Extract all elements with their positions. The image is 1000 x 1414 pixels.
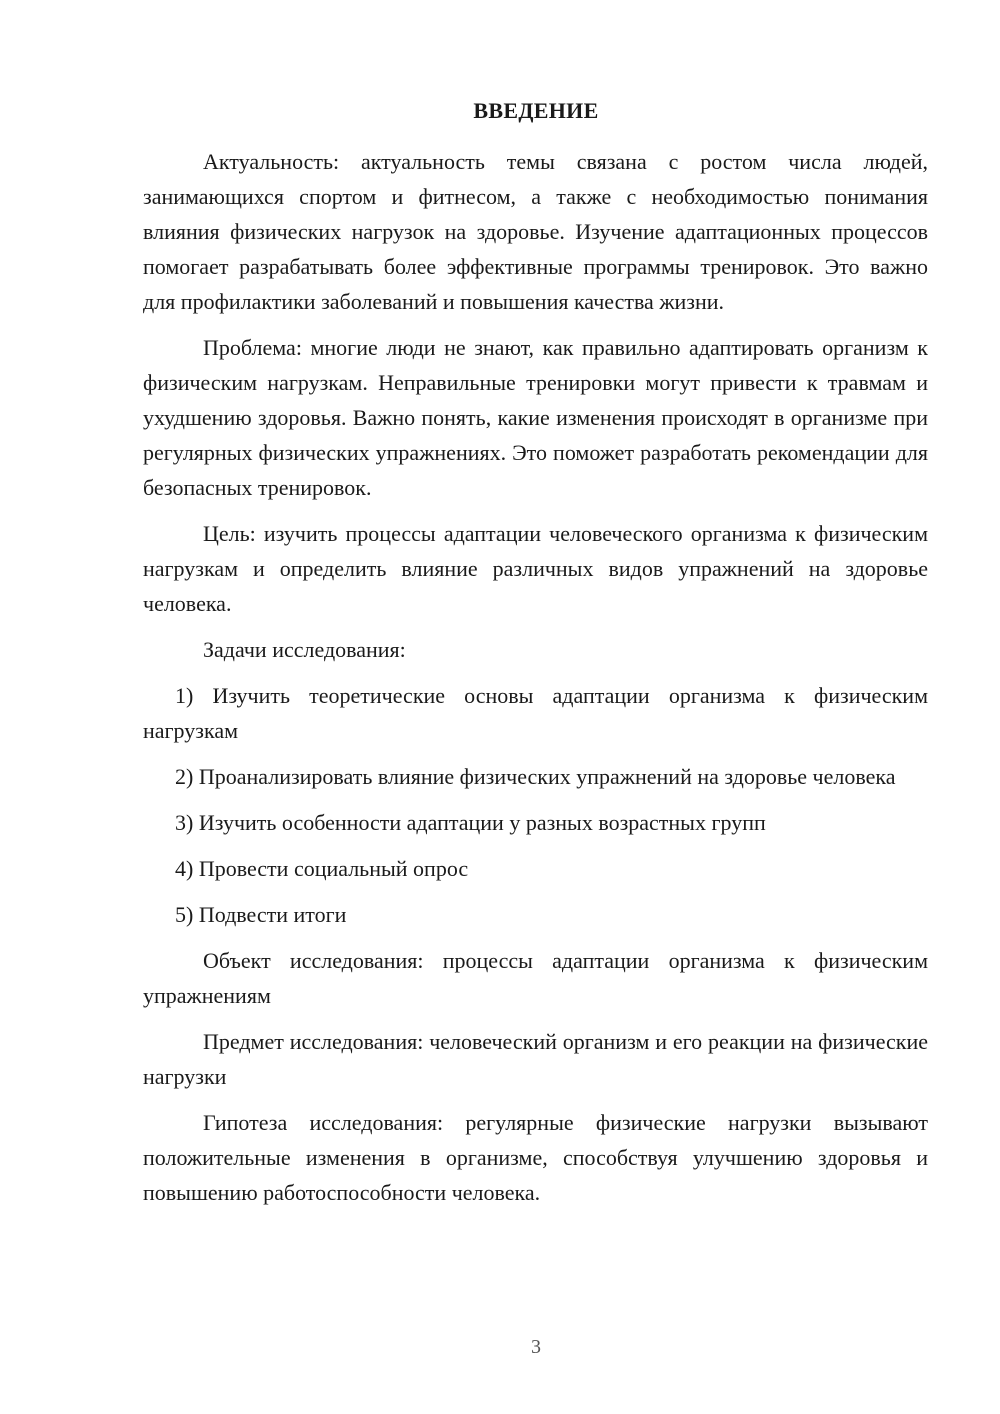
task-item-5: 5) Подвести итоги bbox=[175, 902, 347, 927]
task-item-3: 3) Изучить особенности адаптации у разных возрастных групп bbox=[175, 810, 766, 835]
hypothesis-paragraph: Гипотеза исследования: регулярные физические нагрузки вызывают положительные изменения в организме, способствуя улучшению здоровья и повышению работоспособности человека. bbox=[143, 1110, 928, 1205]
task-item-1: 1) Изучить теоретические основы адаптации организма к физическим нагрузкам bbox=[143, 683, 928, 743]
document-body bbox=[143, 144, 928, 1210]
problem-paragraph: Проблема: многие люди не знают, как правильно адаптировать организм к физическим нагрузкам. Неправильные тренировки могут привести к травмам и ухудшению здоровья. Важно понять, какие изменения происходят в организме при регулярных физических упражнениях. Это поможет разработать рекомендации для безопасных тренировок. bbox=[143, 335, 928, 500]
tasks-heading: Задачи исследования: bbox=[203, 637, 406, 662]
subject-paragraph: Предмет исследования: человеческий организм и его реакции на физические нагрузки bbox=[143, 1029, 928, 1089]
object-paragraph: Объект исследования: процессы адаптации организма к физическим упражнениям bbox=[143, 948, 928, 1008]
task-item-2: 2) Проанализировать влияние физических упражнений на здоровье человека bbox=[175, 764, 896, 789]
goal-paragraph: Цель: изучить процессы адаптации человеческого организма к физическим нагрузкам и определить влияние различных видов упражнений на здоровье человека. bbox=[143, 521, 928, 616]
task-item-4: 4) Провести социальный опрос bbox=[175, 856, 469, 881]
relevance-paragraph: Актуальность: актуальность темы связана с ростом числа людей, занимающихся спортом и фитнесом, а также с необходимостью понимания влияния физических нагрузок на здоровье. Изучение адаптационных процессов помогает разрабатывать более эффективные программы тренировок. Это важно для профилактики заболеваний и повышения качества жизни. bbox=[143, 149, 928, 314]
page-number: 3 bbox=[531, 1336, 541, 1358]
page-title: ВВЕДЕНИЕ bbox=[473, 98, 599, 123]
